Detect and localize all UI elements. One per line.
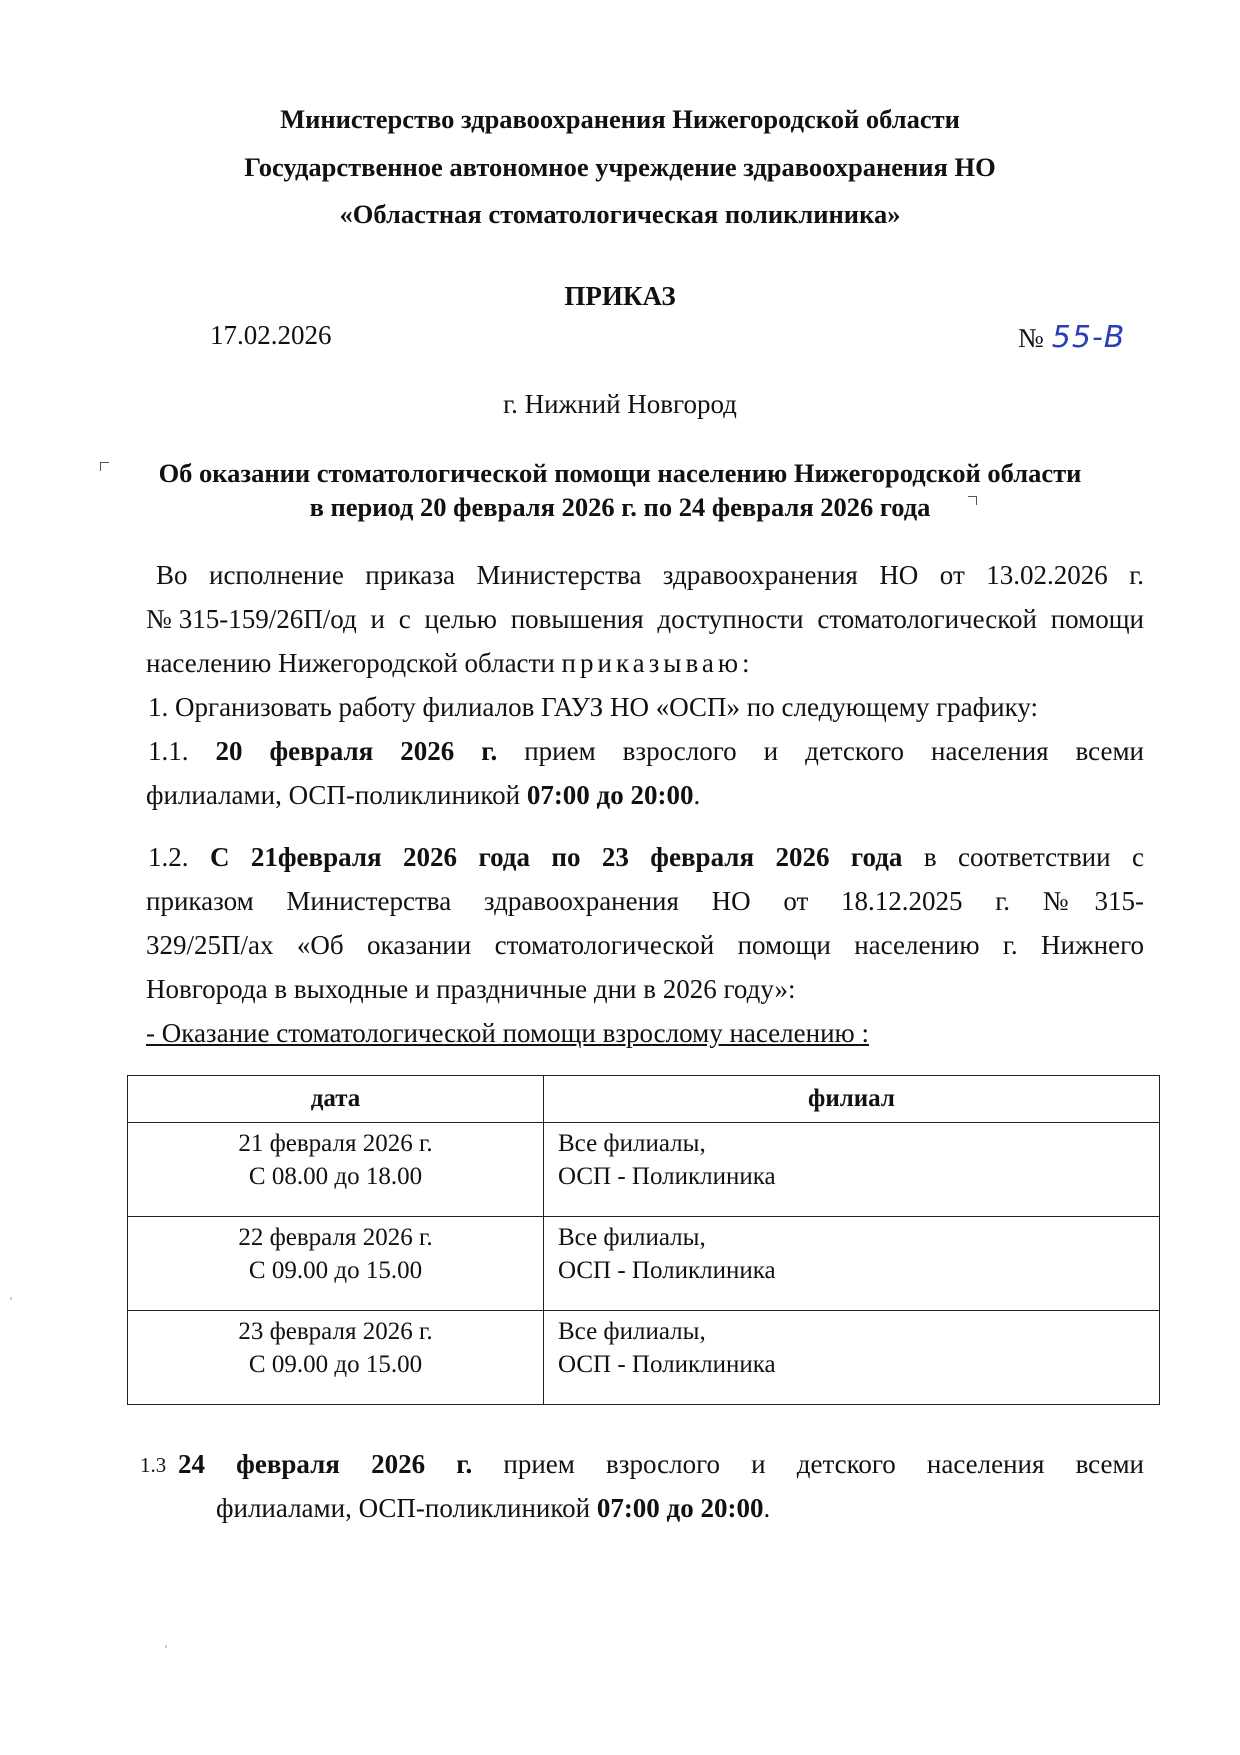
subject-line-1: Об оказании стоматологической помощи населению Нижегородской области	[158, 458, 1082, 488]
item-1-3-line-1	[140, 1449, 1144, 1480]
item-1-1-number: 1.1.	[148, 736, 189, 766]
table-cell-date	[128, 1123, 544, 1217]
item-1-1-line-2	[146, 780, 1144, 811]
item-1-3-text: прием взрослого и детского населения всеми	[503, 1449, 1144, 1479]
table-header-row	[128, 1076, 1160, 1123]
item-1-2-line-1	[148, 842, 1144, 873]
table-row	[128, 1217, 1160, 1311]
row-time: С 09.00 до 15.00	[248, 1257, 423, 1284]
table-row	[128, 1311, 1160, 1405]
table-cell-branch	[544, 1311, 1160, 1405]
row-time: С 09.00 до 15.00	[248, 1351, 423, 1378]
row-time: С 08.00 до 18.00	[248, 1163, 423, 1190]
handwritten-number: 55-В	[1051, 320, 1126, 355]
table-row	[128, 1123, 1160, 1217]
table-cell-date	[128, 1311, 544, 1405]
number-label: №	[1018, 323, 1044, 353]
header-ministry: Министерство здравоохранения Нижегородской области	[280, 104, 960, 134]
adult-care-heading: - Оказание стоматологической помощи взрослому населению :	[146, 1018, 869, 1048]
row-date: 22 февраля 2026 г.	[238, 1224, 433, 1251]
item-1-3-time: 07:00 до 20:00	[596, 1493, 764, 1523]
item-1-2-line-3: 329/25П/ах «Об оказании стоматологической помощи населению г. Нижнего	[146, 930, 1144, 960]
subject-corner-mark-right	[968, 496, 977, 505]
subject-line-2: в период 20 февраля 2026 г. по 24 февраля 2026 года	[309, 492, 931, 522]
schedule-table	[127, 1075, 1160, 1405]
table-cell-branch	[544, 1217, 1160, 1311]
intro-line-2: №315-159/26П/од и с целью повышения доступности стоматологической помощи	[146, 604, 1144, 634]
row-branch-line-2: ОСП - Поликлиника	[558, 1163, 776, 1190]
column-header-branch: филиал	[544, 1076, 1160, 1123]
item-1: 1. Организовать работу филиалов ГАУЗ НО «ОСП» по следующему графику:	[148, 692, 1038, 722]
table-cell-branch	[544, 1123, 1160, 1217]
intro-line-3	[146, 648, 1144, 679]
row-branch-line-2: ОСП - Поликлиника	[558, 1257, 776, 1284]
item-1-3-line-2	[216, 1493, 1182, 1524]
item-1-2-text: в соответствии с	[923, 842, 1145, 872]
item-1-3-date: 24 февраля 2026 г.	[178, 1449, 473, 1479]
order-word: приказываю:	[561, 648, 754, 678]
item-1-2-period: С 21февраля 2026 года по 23 февраля 2026 года	[209, 842, 903, 872]
row-branch-line-1: Все филиалы,	[558, 1130, 706, 1157]
order-date: 17.02.2026	[210, 320, 332, 350]
item-1-2-number: 1.2.	[148, 842, 189, 872]
scan-speck	[165, 1645, 167, 1648]
item-1-1-line-1	[148, 736, 1144, 767]
item-1-3-number: 1.3	[140, 1453, 167, 1477]
row-branch-line-2: ОСП - Поликлиника	[558, 1351, 776, 1378]
item-1-1-date: 20 февраля 2026 г.	[215, 736, 498, 766]
scan-speck	[10, 1297, 12, 1300]
item-1-1-line-2-text: филиалами, ОСП-поликлиникой	[146, 780, 521, 810]
item-1-3-line-2-text: филиалами, ОСП-поликлиникой	[216, 1493, 591, 1523]
header-institution: Государственное автономное учреждение здравоохранения НО	[244, 152, 996, 182]
item-1-1-time: 07:00 до 20:00	[526, 780, 694, 810]
table-cell-date	[128, 1217, 544, 1311]
header-clinic-name: «Областная стоматологическая поликлиника»	[339, 199, 901, 229]
item-1-2-line-4: Новгорода в выходные и праздничные дни в 2026 году»:	[146, 974, 796, 1004]
intro-line-3-text: населению Нижегородской области	[146, 648, 555, 678]
item-1-1-period: .	[693, 780, 701, 810]
column-header-date: дата	[128, 1076, 544, 1123]
row-date: 23 февраля 2026 г.	[238, 1318, 433, 1345]
row-branch-line-1: Все филиалы,	[558, 1318, 706, 1345]
order-city: г. Нижний Новгород	[503, 389, 737, 419]
item-1-1-text: прием взрослого и детского населения всеми	[524, 736, 1144, 766]
row-branch-line-1: Все филиалы,	[558, 1224, 706, 1251]
item-1-3-period: .	[763, 1493, 771, 1523]
order-title: ПРИКАЗ	[564, 281, 676, 311]
intro-line-1: Во исполнение приказа Министерства здравоохранения НО от 13.02.2026 г.	[156, 560, 1144, 590]
item-1-2-line-2: приказом Министерства здравоохранения НО от 18.12.2025 г. №315-	[146, 886, 1144, 916]
row-date: 21 февраля 2026 г.	[238, 1130, 433, 1157]
order-number	[1018, 320, 1125, 355]
